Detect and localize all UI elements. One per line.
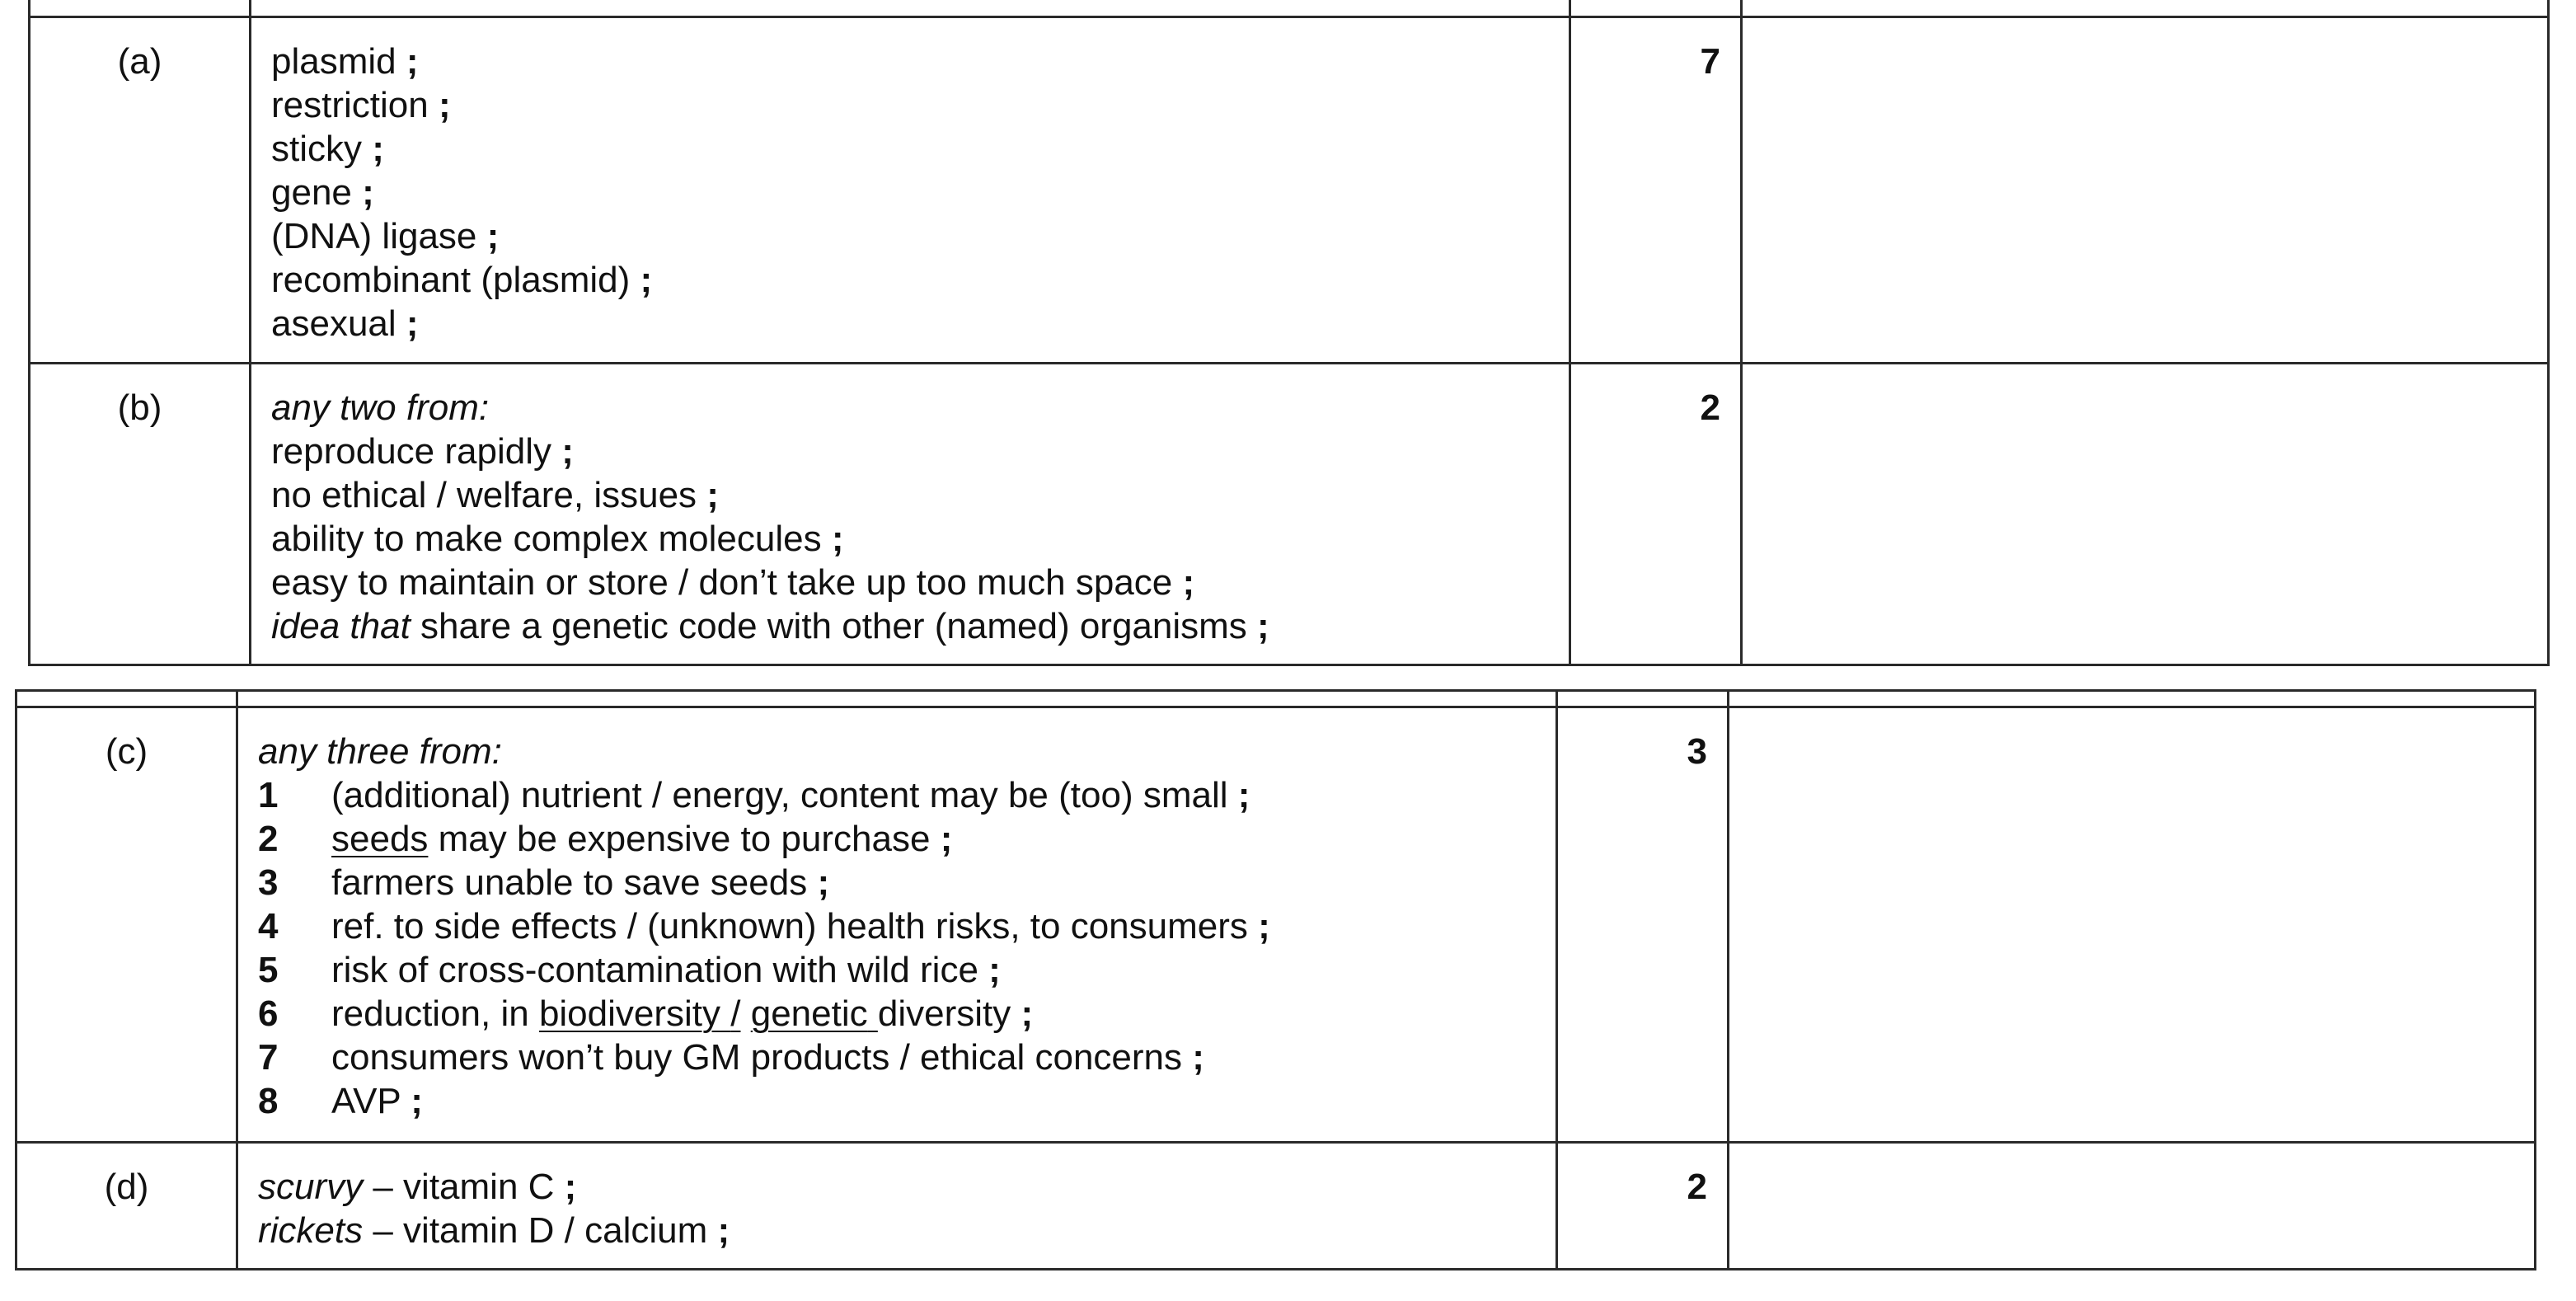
list-item: 3 farmers unable to save seeds ; [258, 862, 830, 903]
list-item: 7 consumers won’t buy GM products / ethical concerns ; [258, 1037, 1204, 1078]
question-part-label: (d) [16, 1143, 237, 1270]
answer-line: ability to make complex molecules ; [271, 519, 844, 559]
answer-line: recombinant (plasmid) ; [271, 260, 653, 300]
answer-cell [237, 1143, 1557, 1270]
table-header-stub [30, 0, 2549, 17]
answer-line: gene ; [271, 172, 374, 213]
list-item: 8 AVP ; [258, 1081, 423, 1121]
answer-cell [237, 707, 1557, 1143]
answer-intro: any three from: [258, 731, 502, 772]
list-item: 6 reduction, in biodiversity / genetic diversity ; [258, 993, 1034, 1034]
answer-line: reproduce rapidly ; [271, 431, 574, 472]
marks-cell: 2 [1557, 1143, 1729, 1270]
list-item: 4 ref. to side effects / (unknown) health risks, to consumers ; [258, 906, 1270, 946]
list-item: 1 (additional) nutrient / energy, content may be (too) small ; [258, 775, 1250, 815]
marks-cell: 3 [1557, 707, 1729, 1143]
answer-line: rickets – vitamin D / calcium ; [258, 1210, 730, 1251]
table-row-b [30, 364, 2549, 665]
answer-line: no ethical / welfare, issues ; [271, 475, 719, 515]
table-row-c [16, 707, 2536, 1143]
answer-line: scurvy – vitamin C ; [258, 1167, 577, 1207]
answer-line: (DNA) ligase ; [271, 216, 500, 256]
question-part-label: (b) [30, 364, 251, 665]
answer-intro: any two from: [271, 387, 490, 428]
guidance-cell [1729, 707, 2536, 1143]
answer-line: easy to maintain or store / don’t take up too much space ; [271, 562, 1195, 603]
marks-cell: 7 [1570, 17, 1742, 364]
answer-line: asexual ; [271, 303, 419, 344]
mark-scheme-table-2 [15, 689, 2536, 1270]
guidance-cell [1729, 1143, 2536, 1270]
answer-cell [251, 17, 1570, 364]
guidance-cell [1742, 17, 2549, 364]
answer-line: plasmid ; [271, 41, 419, 82]
question-part-label: (a) [30, 17, 251, 364]
table-row-d [16, 1143, 2536, 1270]
table-row-a [30, 17, 2549, 364]
question-part-label: (c) [16, 707, 237, 1143]
marks-cell: 2 [1570, 364, 1742, 665]
answer-cell [251, 364, 1570, 665]
list-item: 5 risk of cross-contamination with wild rice ; [258, 950, 1001, 990]
list-item: 2 seeds may be expensive to purchase ; [258, 819, 953, 859]
answer-line: idea that share a genetic code with other (named) organisms ; [271, 606, 1269, 646]
guidance-cell [1742, 364, 2549, 665]
answer-line: sticky ; [271, 129, 384, 169]
table-header-stub [16, 691, 2536, 707]
answer-line: restriction ; [271, 85, 451, 125]
mark-scheme-table-1 [28, 0, 2550, 666]
